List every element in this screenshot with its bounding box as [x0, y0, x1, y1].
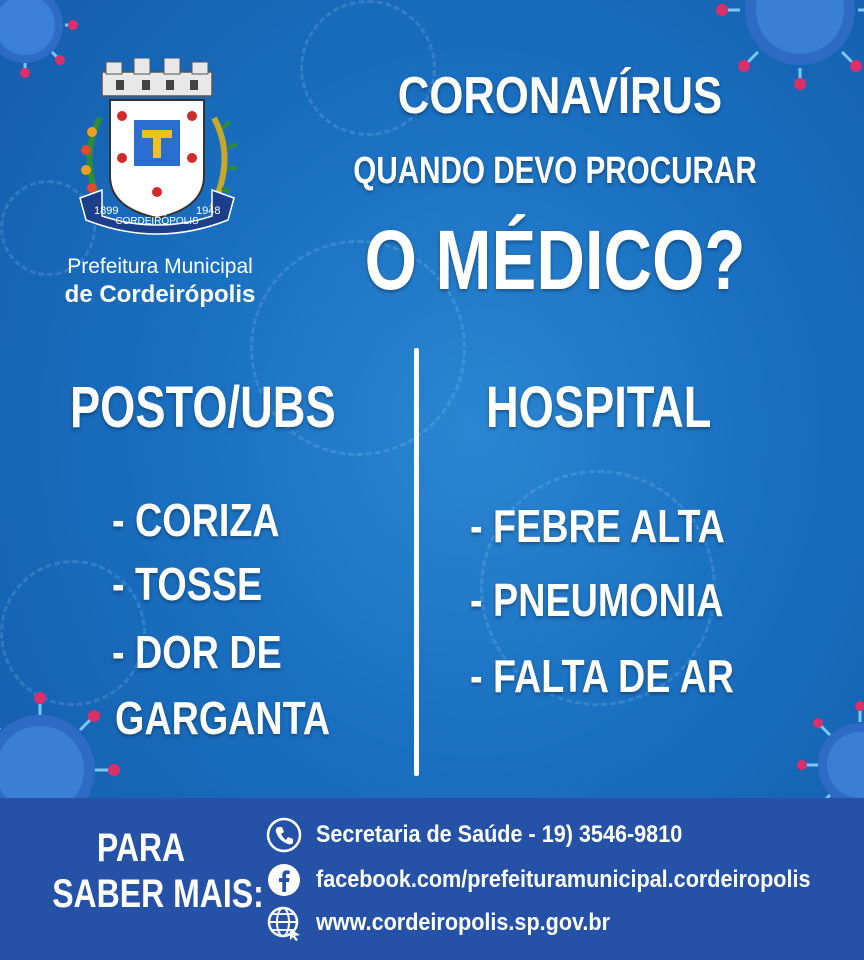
contact-website-text[interactable]: www.cordeiropolis.sp.gov.br: [316, 909, 611, 936]
headline-line-2: QUANDO DEVO PROCURAR: [353, 150, 757, 192]
right-symptom-item: - PNEUMONIA: [470, 574, 724, 626]
left-symptom-item: - CORIZA: [112, 494, 280, 546]
contact-facebook[interactable]: [266, 862, 864, 898]
municipality-line-2: de Cordeirópolis: [64, 281, 256, 308]
column-divider: [414, 348, 419, 776]
crest-banner-text: CORDEIRÓPOLIS: [115, 216, 199, 227]
facebook-icon: [266, 862, 302, 898]
footer-cta: [30, 825, 264, 917]
virus-decoration-bottom-right: [790, 700, 864, 810]
left-symptom-item: - DOR DE: [112, 626, 282, 678]
contact-facebook-text[interactable]: facebook.com/prefeituramunicipal.cordeiropolis: [316, 866, 811, 893]
contact-website[interactable]: [266, 905, 643, 941]
virus-decoration-top-left: [0, 0, 80, 80]
contact-phone: [266, 817, 723, 853]
right-column-title: HOSPITAL: [486, 375, 712, 440]
municipality-name: [40, 254, 280, 310]
headline-line-1: CORONAVÍRUS: [397, 67, 723, 125]
contact-phone-text: Secretaria de Saúde - 19) 3546-9810: [316, 821, 683, 848]
municipality-line-1: Prefeitura Municipal: [67, 255, 253, 278]
crest-year-right: 1948: [196, 205, 221, 217]
left-column-title: POSTO/UBS: [70, 375, 336, 440]
globe-icon: [266, 905, 302, 941]
footer-cta-line-2: SABER MAIS:: [52, 872, 264, 916]
right-symptom-item: - FALTA DE AR: [470, 650, 735, 702]
coat-of-arms-logo: [72, 58, 242, 244]
left-symptom-item: - TOSSE: [112, 558, 263, 610]
left-symptom-item: GARGANTA: [115, 692, 331, 744]
right-symptom-item: - FEBRE ALTA: [470, 500, 725, 552]
headline-line-3: O MÉDICO?: [364, 213, 746, 307]
phone-icon: [266, 817, 302, 853]
footer-cta-line-1: PARA: [96, 826, 186, 870]
crest-year-left: 1899: [94, 205, 119, 217]
